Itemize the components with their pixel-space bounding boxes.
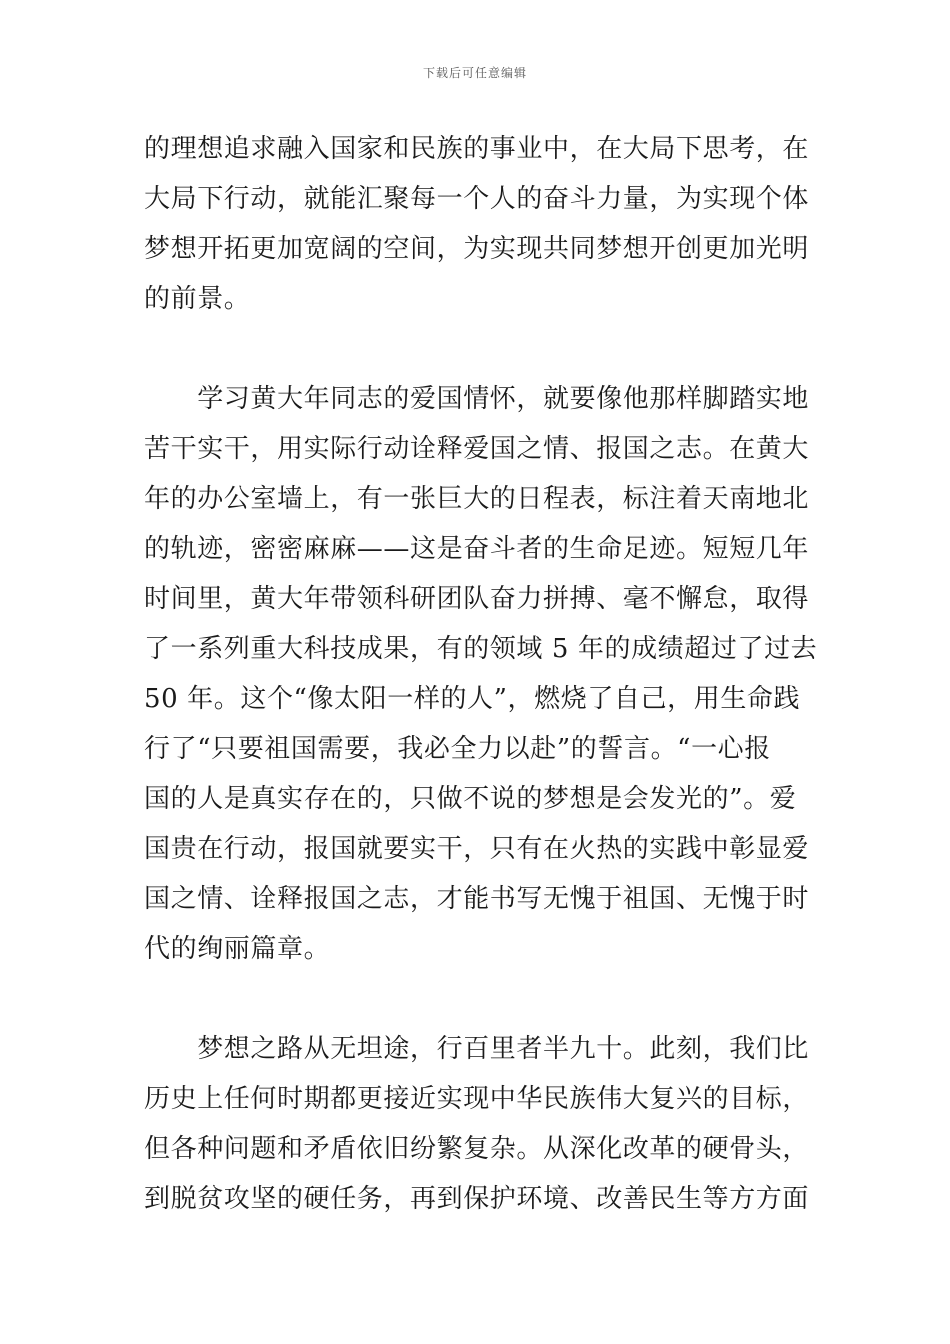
paragraph-1-line-2: 大局下行动，就能汇聚每一个人的奋斗力量，为实现个体 xyxy=(144,184,810,214)
paragraph-1-line-3: 梦想开拓更加宽阔的空间，为实现共同梦想开创更加光明 xyxy=(144,234,810,264)
paragraph-3-line-2: 历史上任何时期都更接近实现中华民族伟大复兴的目标， xyxy=(144,1084,810,1114)
paragraph-2-line-9: 国的人是真实存在的，只做不说的梦想是会发光的”。爱 xyxy=(144,784,797,814)
paragraph-2-line-1: 学习黄大年同志的爱国情怀，就要像他那样脚踏实地 xyxy=(144,384,810,414)
paragraph-2-line-10: 国贵在行动，报国就要实干，只有在火热的实践中彰显爱 xyxy=(144,834,810,864)
paragraph-2-line-11: 国之情、诠释报国之志，才能书写无愧于祖国、无愧于时 xyxy=(144,884,810,914)
paragraph-2-line-8: 行了“只要祖国需要，我必全力以赴”的誓言。“一心报 xyxy=(144,734,771,764)
paragraph-2-line-3: 年的办公室墙上，有一张巨大的日程表，标注着天南地北 xyxy=(144,484,810,514)
paragraph-2-line-2: 苦干实干，用实际行动诠释爱国之情、报国之志。在黄大 xyxy=(144,434,810,464)
paragraph-1-line-1: 的理想追求融入国家和民族的事业中，在大局下思考，在 xyxy=(144,134,810,164)
paragraph-3-line-3: 但各种问题和矛盾依旧纷繁复杂。从深化改革的硬骨头， xyxy=(144,1134,810,1164)
paragraph-2-line-12: 代的绚丽篇章。 xyxy=(144,934,331,964)
paragraph-2-line-7: 50 年。这个“像太阳一样的人”，燃烧了自己，用生命践 xyxy=(144,684,801,714)
page-header: 下载后可任意编辑 xyxy=(422,66,527,80)
paragraph-3-line-4: 到脱贫攻坚的硬任务，再到保护环境、改善民生等方方面 xyxy=(144,1184,810,1214)
paragraph-2-line-6: 了一系列重大科技成果，有的领域 5 年的成绩超过了过去 xyxy=(144,634,818,664)
paragraph-2-line-4: 的轨迹，密密麻麻——这是奋斗者的生命足迹。短短几年 xyxy=(144,534,810,564)
paragraph-3-line-1: 梦想之路从无坦途，行百里者半九十。此刻，我们比 xyxy=(144,1034,810,1064)
paragraph-1-line-4: 的前景。 xyxy=(144,284,251,314)
paragraph-2-line-5: 时间里，黄大年带领科研团队奋力拼搏、毫不懈怠，取得 xyxy=(144,584,810,614)
